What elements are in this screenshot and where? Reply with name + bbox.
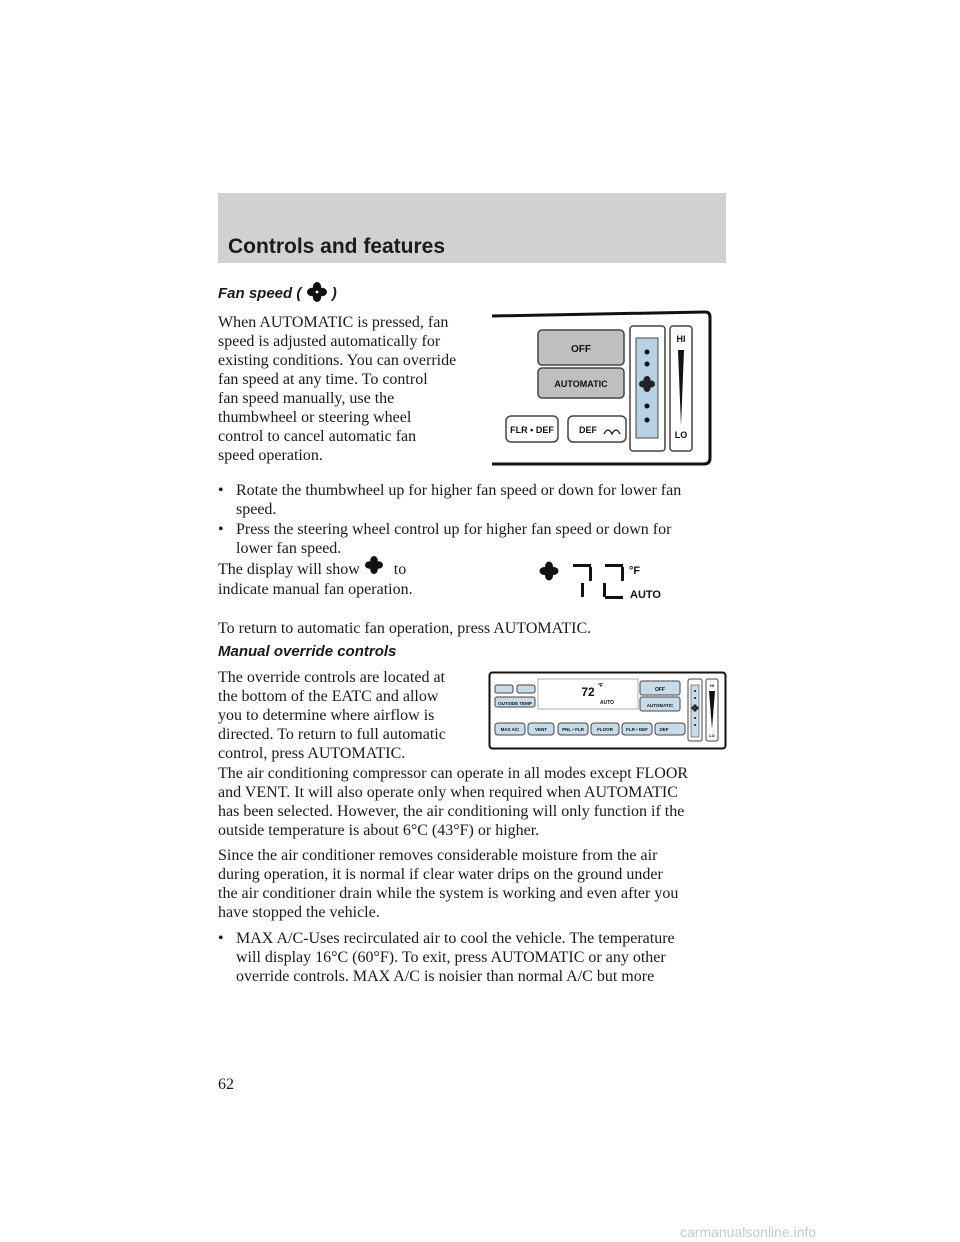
fan-icon [306, 281, 328, 307]
return-paragraph: To return to automatic fan operation, press AUTOMATIC. [218, 620, 592, 637]
text-line: have stopped the vehicle. [218, 904, 380, 921]
section-header [218, 193, 726, 263]
flr-def-label: FLR • DEF [510, 425, 554, 435]
svg-text:72: 72 [581, 685, 595, 699]
automatic-label: AUTOMATIC [554, 379, 608, 389]
bullet-mark: • [218, 482, 224, 499]
floor-label: FLOOR [597, 727, 613, 732]
moisture-paragraph [218, 846, 738, 922]
text-line: during operation, it is normal if clear water drips on the ground under [218, 866, 663, 883]
temperature-display-figure [537, 560, 677, 610]
page-number: 62 [218, 1076, 234, 1093]
text-line: speed is adjusted automatically for [218, 333, 441, 350]
lo-label: LO [674, 430, 688, 440]
vent-label: VENT [534, 727, 548, 732]
display-text-pre: The display will show [218, 561, 360, 578]
auto-label: AUTO [630, 589, 661, 601]
unit-label: °F [598, 683, 604, 689]
text-line: directed. To return to full automatic [218, 726, 446, 743]
auto-label: AUTO [600, 700, 615, 706]
watermark-link[interactable]: carmanualsonline.info [680, 1224, 817, 1240]
fan-icon [364, 555, 384, 580]
fan-speed-heading-post: ) [331, 284, 337, 302]
text-line: Rotate the thumbwheel up for higher fan speed or down for lower fan [236, 482, 682, 499]
flr-def-label: FLR • DEF [626, 727, 648, 732]
hi-label: HI [710, 683, 714, 688]
fan-icon [540, 562, 559, 581]
automatic-label: AUTOMATIC [646, 703, 674, 708]
outside-temp-label: OUTSIDE TEMP [498, 701, 532, 706]
max-ac-label: MAX A/C [500, 727, 520, 732]
display-text-post: to [393, 561, 407, 578]
text-line: speed operation. [218, 447, 323, 464]
hi-label: HI [676, 334, 686, 344]
text-line: MAX A/C-Uses recirculated air to cool the vehicle. The temperature [236, 930, 675, 947]
text-line: existing conditions. You can override [218, 352, 457, 369]
text-line: thumbwheel or steering wheel [218, 409, 412, 426]
text-line: fan speed manually, use the [218, 390, 395, 407]
eatc-panel-figure [490, 308, 715, 473]
text-line: speed. [236, 501, 277, 518]
text-line: When AUTOMATIC is pressed, fan [218, 314, 449, 331]
text-line: override controls. MAX A/C is noisier than normal A/C but more [236, 968, 655, 985]
fan-speed-paragraph [218, 313, 488, 465]
fan-speed-heading [218, 281, 337, 307]
text-line: you to determine where airflow is [218, 707, 435, 724]
text-line: control to cancel automatic fan [218, 428, 417, 445]
text-line: lower fan speed. [236, 540, 342, 557]
manual-override-heading: Manual override controls [218, 643, 397, 660]
text-line: Since the air conditioner removes considerable moisture from the air [218, 847, 658, 864]
pnl-flr-label: PNL • FLR [562, 727, 584, 732]
text-line: Press the steering wheel control up for higher fan speed or down for [236, 521, 672, 538]
text-line: will display 16°C (60°F). To exit, press AUTOMATIC or any other [236, 949, 666, 966]
off-label: OFF [571, 344, 591, 355]
text-line: indicate manual fan operation. [218, 580, 413, 598]
bullet-mark: • [218, 521, 224, 538]
text-line [218, 560, 488, 580]
text-line: and VENT. It will also operate only when required when AUTOMATIC [218, 784, 678, 801]
text-line: the air conditioner drain while the system is working and even after you [218, 885, 679, 902]
display-paragraph [218, 560, 488, 599]
def-label: DEF [579, 425, 597, 435]
text-line: outside temperature is about 6°C (43°F) or higher. [218, 822, 540, 839]
text-line: The override controls are located at [218, 669, 445, 686]
text-line: fan speed at any time. To control [218, 371, 428, 388]
unit-label: °F [629, 565, 641, 577]
compressor-paragraph [218, 764, 738, 840]
lo-label: LO [709, 733, 715, 738]
text-line: The air conditioning compressor can operate in all modes except FLOOR [218, 765, 689, 782]
fan-speed-heading-pre: Fan speed ( [218, 284, 302, 302]
override-paragraph [218, 668, 488, 763]
off-label: OFF [655, 687, 665, 693]
text-line: the bottom of the EATC and allow [218, 688, 439, 705]
text-line: control, press AUTOMATIC. [218, 745, 406, 762]
text-line: has been selected. However, the air conditioning will only function if the [218, 803, 685, 820]
def-label: DEF [659, 727, 669, 732]
bullet-mark: • [218, 930, 224, 947]
eatc-full-panel-figure [488, 671, 728, 756]
section-title: Controls and features [228, 235, 446, 258]
